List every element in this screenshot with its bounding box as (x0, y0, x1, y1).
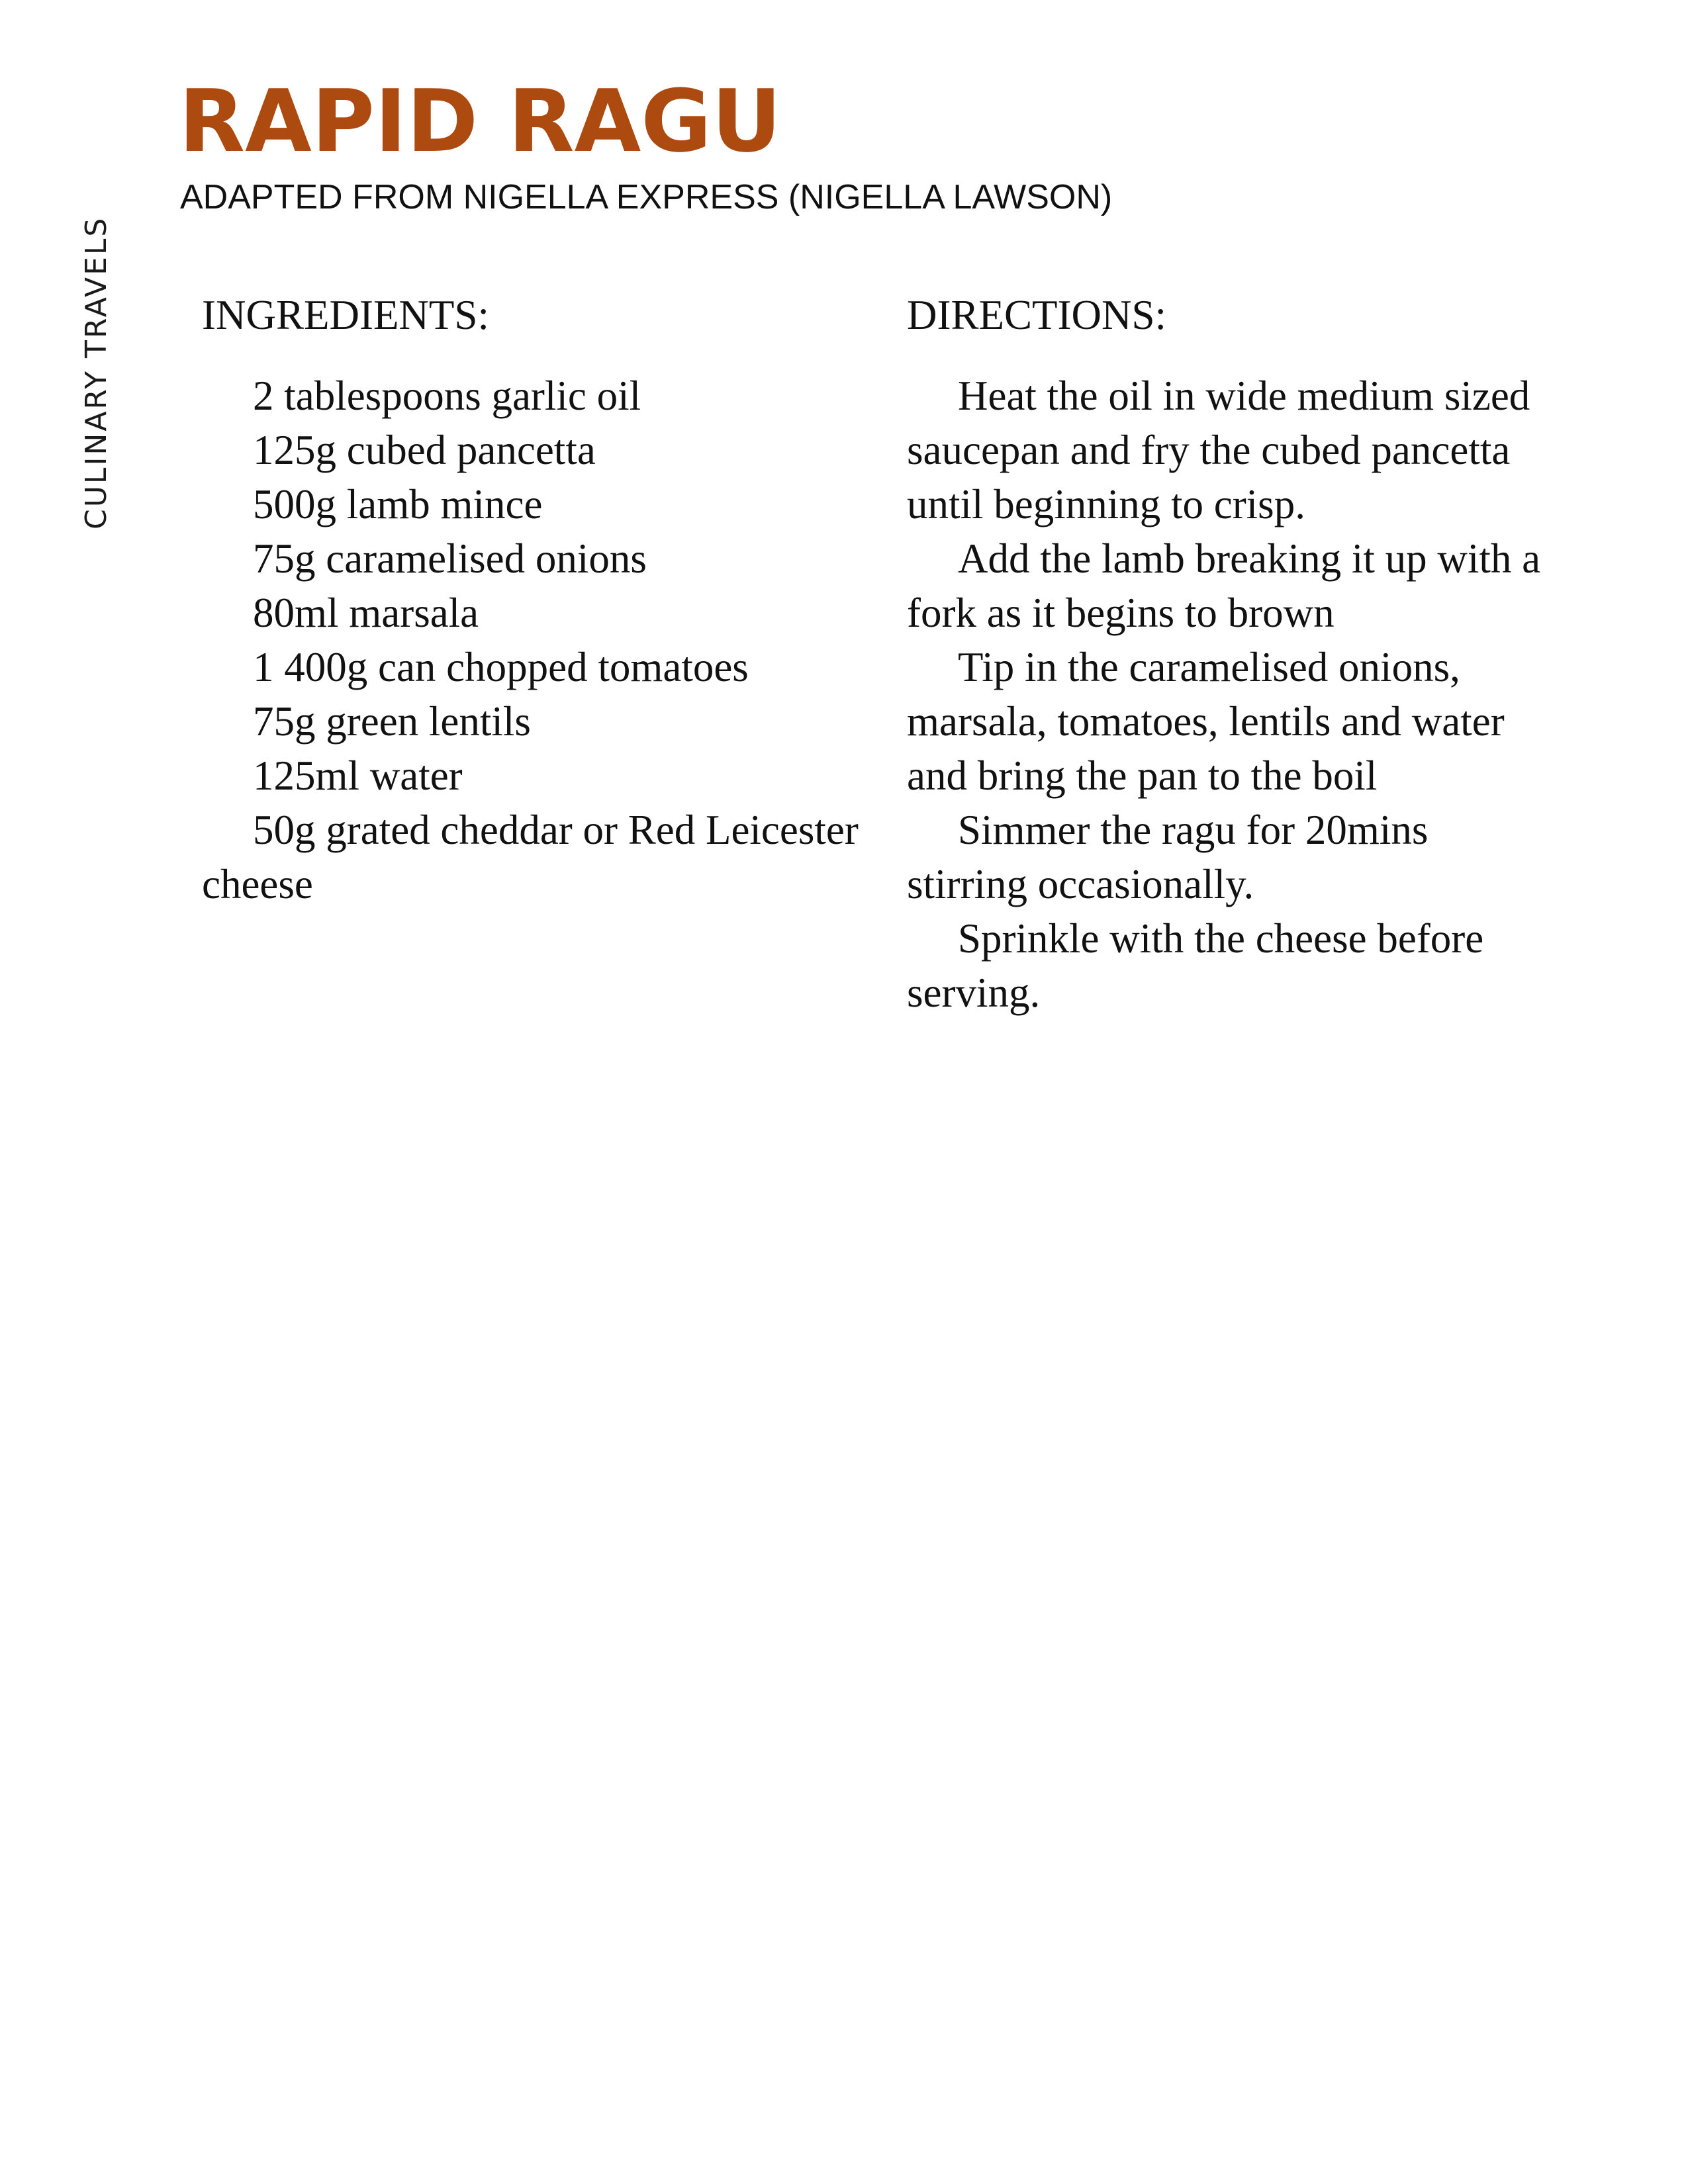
ingredient-item: 125g cubed pancetta (253, 427, 596, 473)
direction-step: Sprinkle with the cheese before serving. (907, 915, 1484, 1016)
ingredients-section (202, 288, 864, 911)
ingredient-item: 500g lamb mince (253, 481, 543, 527)
direction-step: Heat the oil in wide medium sized saucepan and fry the cubed pancetta until beginning to crisp. (907, 373, 1530, 527)
ingredient-item: 1 400g can chopped tomatoes (253, 644, 749, 690)
ingredient-item: 125ml water (253, 752, 463, 799)
ingredient-item: 75g green lentils (253, 698, 531, 745)
recipe-title: RAPID RAGU (179, 71, 782, 171)
direction-step: Add the lamb breaking it up with a fork as it begins to brown (907, 535, 1541, 636)
ingredient-item: 50g grated cheddar or Red Leicester cheese (202, 807, 859, 907)
side-label: CULINARY TRAVELS (79, 216, 113, 529)
direction-step: Tip in the caramelised onions, marsala, tomatoes, lentils and water and bring the pan to the boil (907, 644, 1505, 799)
ingredient-item: 80ml marsala (253, 590, 479, 636)
ingredient-item: 2 tablespoons garlic oil (253, 373, 641, 419)
directions-list (907, 369, 1556, 1020)
direction-step: Simmer the ragu for 20mins stirring occasionally. (907, 807, 1429, 907)
directions-section (907, 288, 1556, 1020)
recipe-source: ADAPTED FROM NIGELLA EXPRESS (NIGELLA LAWSON) (180, 178, 1113, 216)
ingredient-item: 75g caramelised onions (253, 535, 647, 582)
ingredients-heading: INGREDIENTS: (202, 292, 489, 338)
ingredients-list (202, 369, 864, 911)
directions-heading: DIRECTIONS: (907, 292, 1166, 338)
